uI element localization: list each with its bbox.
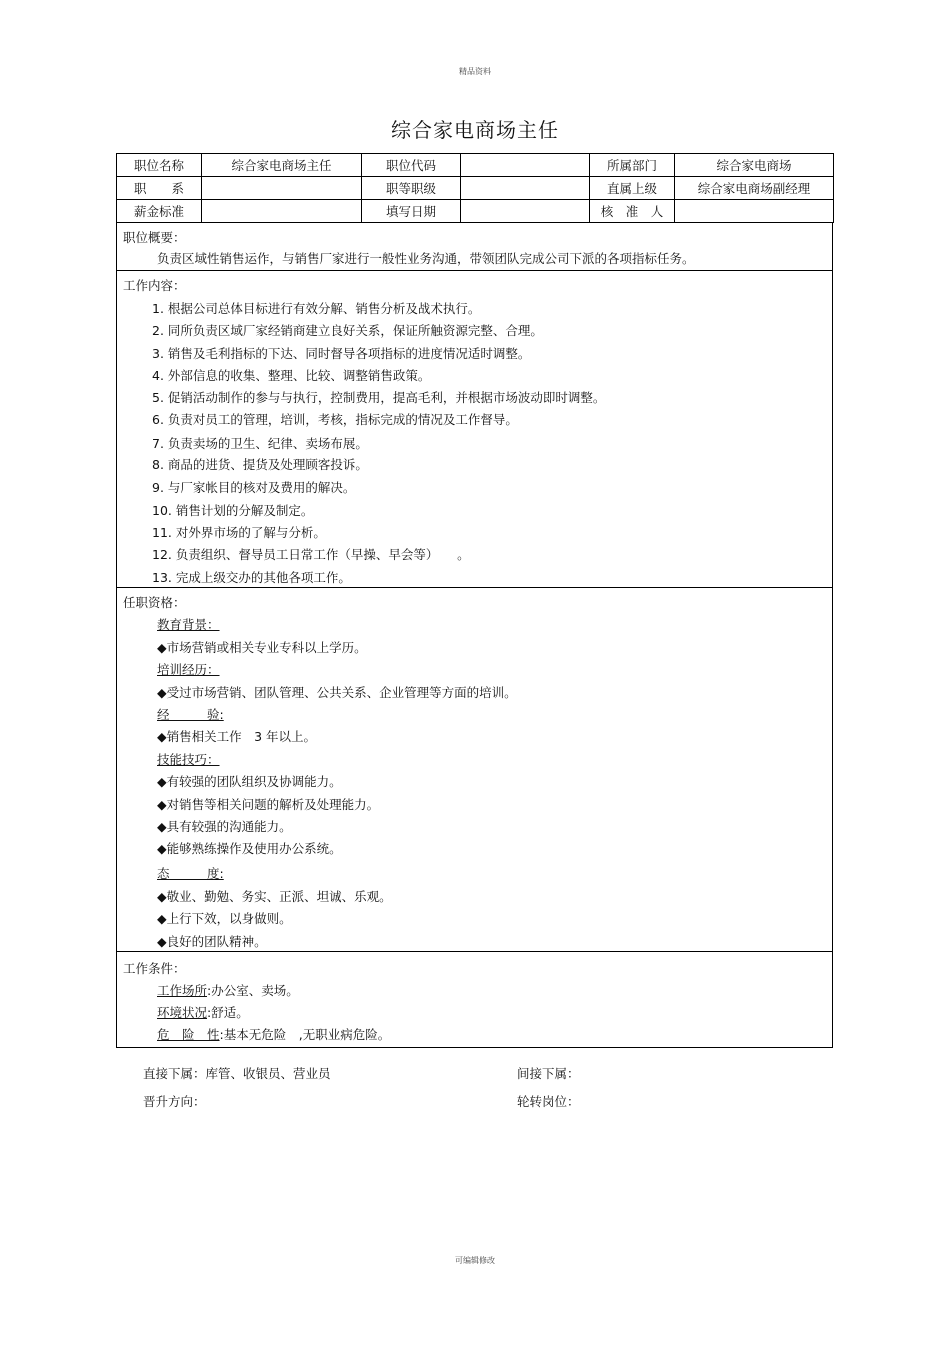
workplace-label: 工作场所 xyxy=(157,983,208,998)
page-footer: 可编辑修改 xyxy=(455,1256,495,1265)
direct-subordinates: 直接下属：库管、收银员、营业员 xyxy=(143,1066,331,1081)
overview-section xyxy=(116,223,833,271)
value-approver xyxy=(675,200,834,223)
page-title: 综合家电商场主任 xyxy=(391,118,559,142)
value-fill-date xyxy=(461,200,590,223)
page-header: 精品资料 xyxy=(459,67,491,76)
label-supervisor: 直属上级 xyxy=(590,177,675,200)
table-row xyxy=(117,154,834,177)
list-item: 5. 促销活动制作的参与与执行，控制费用，提高毛利，并根据市场波动即时调整。 xyxy=(152,390,606,405)
overview-text: 负责区域性销售运作，与销售厂家进行一般性业务沟通，带领团队完成公司下派的各项指标任务。 xyxy=(157,251,695,266)
work-section xyxy=(116,270,833,588)
label-grade: 职等职级 xyxy=(362,177,461,200)
workplace-value: :办公室、卖场。 xyxy=(207,983,299,998)
risk-label: 危 险 性 xyxy=(157,1027,220,1042)
experience-text: ◆销售相关工作 3 年以上。 xyxy=(157,729,317,744)
job-info-table xyxy=(116,153,834,223)
conditions-section xyxy=(116,951,833,1048)
experience-label: 经 验: xyxy=(157,707,224,722)
list-item: 10. 销售计划的分解及制定。 xyxy=(152,503,314,518)
list-item: 7. 负责卖场的卫生、纪律、卖场布展。 xyxy=(152,436,368,451)
label-fill-date: 填写日期 xyxy=(362,200,461,223)
conditions-heading: 工作条件： xyxy=(123,961,186,976)
training-label: 培训经历： xyxy=(157,662,220,677)
risk-value: :基本无危险 ,无职业病危险。 xyxy=(219,1027,391,1042)
label-salary: 薪金标准 xyxy=(117,200,202,223)
list-item: ◆良好的团队精神。 xyxy=(157,934,267,949)
table-row xyxy=(117,177,834,200)
label-department: 所属部门 xyxy=(590,154,675,177)
work-heading: 工作内容： xyxy=(123,278,186,293)
value-salary xyxy=(202,200,362,223)
list-item: 6. 负责对员工的管理，培训，考核，指标完成的情况及工作督导。 xyxy=(152,412,518,427)
list-item: 1. 根据公司总体目标进行有效分解、销售分析及战术执行。 xyxy=(152,301,481,316)
list-item: ◆能够熟练操作及使用办公系统。 xyxy=(157,841,342,856)
list-item: ◆具有较强的沟通能力。 xyxy=(157,819,292,834)
list-item: 3. 销售及毛利指标的下达、同时督导各项指标的进度情况适时调整。 xyxy=(152,346,531,361)
list-item: 13. 完成上级交办的其他各项工作。 xyxy=(152,570,351,585)
value-position-name: 综合家电商场主任 xyxy=(202,154,362,177)
workplace-row xyxy=(157,981,299,999)
education-label: 教育背景： xyxy=(157,617,220,632)
list-item: ◆对销售等相关问题的解析及处理能力。 xyxy=(157,797,380,812)
list-item: 8. 商品的进货、提货及处理顾客投诉。 xyxy=(152,457,368,472)
label-position-code: 职位代码 xyxy=(362,154,461,177)
table-row xyxy=(117,200,834,223)
value-grade xyxy=(461,177,590,200)
value-position-code xyxy=(461,154,590,177)
qualification-heading: 任职资格： xyxy=(123,595,186,610)
attitude-label: 态 度: xyxy=(157,866,224,881)
environment-label: 环境状况 xyxy=(157,1005,208,1020)
education-text: ◆市场营销或相关专业专科以上学历。 xyxy=(157,640,367,655)
list-item: ◆敬业、勤勉、务实、正派、坦诚、乐观。 xyxy=(157,889,392,904)
overview-heading: 职位概要： xyxy=(123,230,186,245)
label-approver: 核 准 人 xyxy=(590,200,675,223)
list-item: 11. 对外界市场的了解与分析。 xyxy=(152,525,326,540)
qualification-section xyxy=(116,587,833,952)
list-item: ◆有较强的团队组织及协调能力。 xyxy=(157,774,342,789)
rotation-position: 轮转岗位： xyxy=(517,1094,580,1109)
environment-value: :舒适。 xyxy=(207,1005,249,1020)
list-item: 4. 外部信息的收集、整理、比较、调整销售政策。 xyxy=(152,368,431,383)
value-department: 综合家电商场 xyxy=(675,154,834,177)
training-text: ◆受过市场营销、团队管理、公共关系、企业管理等方面的培训。 xyxy=(157,685,517,700)
list-item: 12. 负责组织、督导员工日常工作（早操、早会等） 。 xyxy=(152,547,470,562)
list-item: ◆上行下效，以身做则。 xyxy=(157,911,292,926)
list-item: 9. 与厂家帐目的核对及费用的解决。 xyxy=(152,480,356,495)
skills-label: 技能技巧： xyxy=(157,752,220,767)
list-item: 2. 同所负责区域厂家经销商建立良好关系，保证所触资源完整、合理。 xyxy=(152,323,543,338)
label-position-name: 职位名称 xyxy=(117,154,202,177)
value-series xyxy=(202,177,362,200)
risk-row xyxy=(157,1025,390,1043)
indirect-subordinates: 间接下属： xyxy=(517,1066,580,1081)
promotion-direction: 晋升方向： xyxy=(143,1094,206,1109)
label-series: 职 系 xyxy=(117,177,202,200)
environment-row xyxy=(157,1003,249,1021)
value-supervisor: 综合家电商场副经理 xyxy=(675,177,834,200)
